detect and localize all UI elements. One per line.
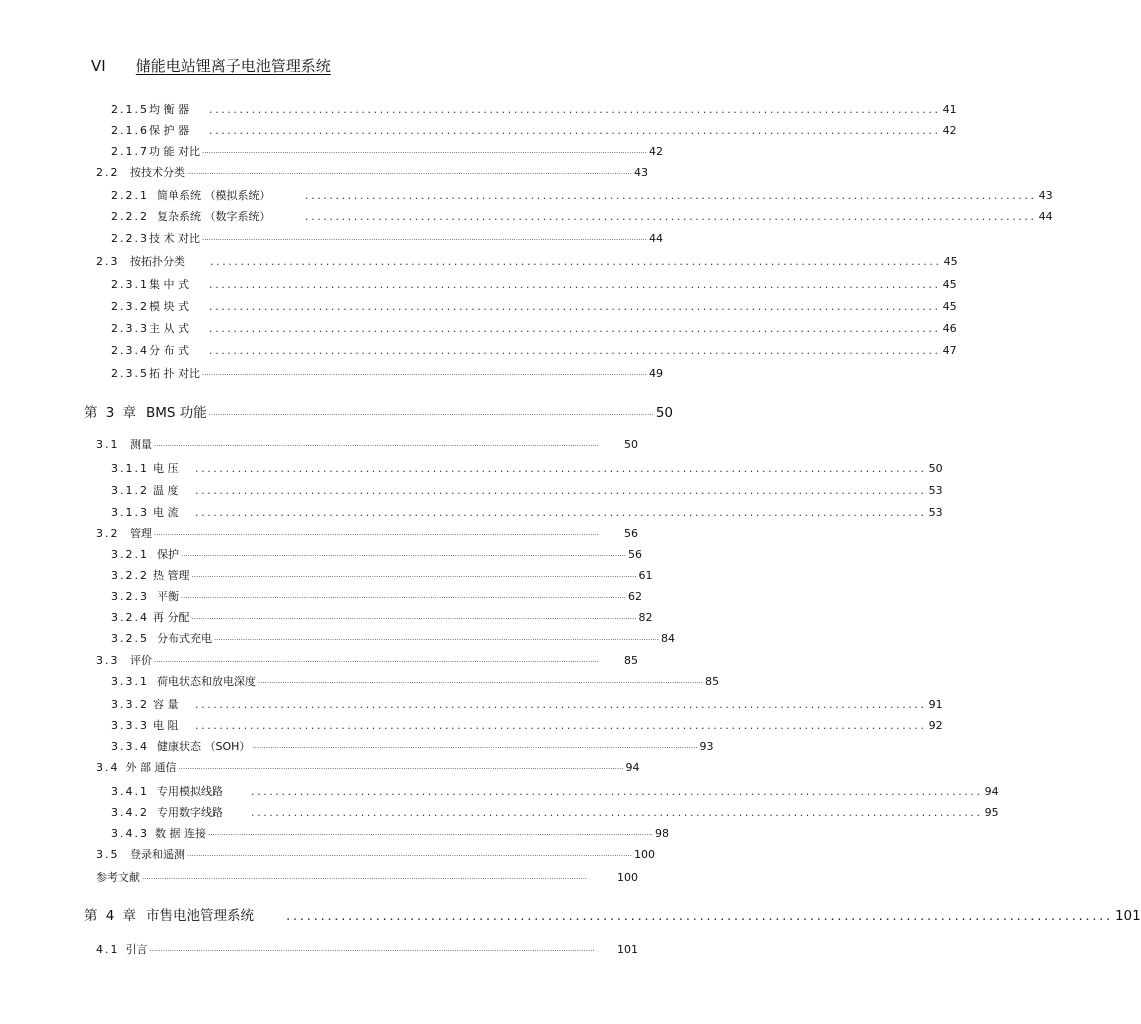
toc-entry-number: 3.3.4	[111, 740, 149, 753]
toc-page-number: 50	[928, 462, 943, 475]
toc-page-number: 91	[928, 698, 943, 711]
toc-page-number: 42	[942, 124, 957, 137]
toc-entry[interactable]	[111, 609, 653, 625]
toc-entry-title: 引言	[125, 943, 148, 956]
toc-entry[interactable]	[96, 652, 638, 668]
dot-leader: ········································································································································································································	[181, 552, 627, 560]
dot-leader: ········································································································································································································	[191, 573, 637, 581]
toc-entry[interactable]	[111, 588, 643, 604]
dot-leader: ........................................................................................................................	[251, 806, 983, 819]
toc-entry-title: 按拓扑分类	[130, 255, 185, 268]
toc-page-number: 44	[1038, 210, 1053, 223]
dot-leader: ........................................................................................................................	[209, 278, 941, 291]
dot-leader: ........................................................................................................................	[209, 124, 941, 137]
toc-chapter-row[interactable]	[84, 401, 673, 421]
toc-page-number: 85	[624, 654, 638, 667]
toc-entry-title: 按技术分类	[130, 166, 185, 179]
toc-page-number: 50	[624, 438, 638, 451]
dot-leader: ........................................................................................................................	[195, 719, 927, 732]
toc-entry-title: 保护	[157, 548, 179, 561]
toc-entry[interactable]	[111, 696, 943, 712]
toc-entry-number: 3.2.5	[111, 632, 149, 645]
toc-entry[interactable]	[96, 759, 638, 775]
toc-entry-number: 3.3	[96, 654, 120, 667]
toc-entry-title: 集 中 式	[149, 278, 189, 291]
toc-entry-title: 专用模拟线路	[157, 785, 223, 798]
dot-leader: ········································································································································································································	[202, 236, 648, 244]
toc-entry-number: 3.5	[96, 848, 120, 861]
dot-leader: ········································································································································································································	[187, 170, 633, 178]
toc-entry-title: 简单系统 （模拟系统）	[157, 189, 271, 202]
toc-page-number: 95	[984, 806, 999, 819]
toc-page-number: 41	[942, 103, 957, 116]
toc-page-number: 56	[628, 548, 643, 561]
toc-entry-title: 电 流	[153, 506, 179, 519]
toc-entry[interactable]	[96, 869, 638, 885]
toc-entry[interactable]	[111, 738, 714, 754]
toc-entry-title: 容 量	[153, 698, 179, 711]
dot-leader: ........................................................................................................................	[286, 908, 1113, 924]
toc-entry-title: 技 术 对比	[149, 232, 200, 245]
dot-leader: ········································································································································································································	[154, 531, 600, 539]
toc-entry-title: 专用数字线路	[157, 806, 223, 819]
toc-entry-number: 2.2.3	[111, 232, 149, 245]
toc-entry[interactable]	[111, 783, 999, 799]
toc-page-number: 45	[943, 255, 958, 268]
toc-entry-title: 测量	[130, 438, 152, 451]
dot-leader: ········································································································································································································	[187, 852, 633, 860]
toc-page-number: 47	[942, 344, 957, 357]
dot-leader: ........................................................................................................................	[195, 698, 927, 711]
toc-entry-number: 3.2.4	[111, 611, 149, 624]
toc-entry-number: 2.2	[96, 166, 120, 179]
dot-leader: ........................................................................................................................	[209, 103, 941, 116]
dot-leader: ········································································································································································································	[181, 594, 627, 602]
toc-entry-title: 数 据 连接	[155, 827, 206, 840]
toc-entry-title: 均 衡 器	[149, 103, 189, 116]
toc-entry-title: 健康状态 （SOH）	[157, 740, 251, 753]
dot-leader: ········································································································································································································	[149, 947, 595, 955]
toc-entry-title: 保 护 器	[149, 124, 189, 137]
toc-entry-title: 参考文献	[96, 871, 140, 884]
dot-leader: ........................................................................................................................	[209, 322, 941, 335]
toc-page-number: 98	[655, 827, 670, 840]
toc-entry-title: 温 度	[153, 484, 179, 497]
running-header-title: 储能电站锂离子电池管理系统	[135, 57, 331, 75]
toc-entry[interactable]	[111, 143, 664, 159]
toc-entry-number: 2.1.6	[111, 124, 149, 137]
toc-entry-number: 2.3	[96, 255, 120, 268]
toc-entry-number: 3.3.3	[111, 719, 149, 732]
dot-leader: ........................................................................................................................	[210, 255, 942, 268]
dot-leader: ········································································································································································································	[154, 442, 600, 450]
toc-page-number: 92	[928, 719, 943, 732]
toc-entry[interactable]	[111, 804, 999, 820]
toc-page-number: 44	[649, 232, 664, 245]
toc-entry[interactable]	[111, 230, 664, 246]
dot-leader: ········································································································································································································	[214, 636, 660, 644]
dot-leader: ········································································································································································································	[208, 411, 654, 419]
toc-page-number: 49	[649, 367, 664, 380]
toc-entry-number: 3.2.2	[111, 569, 149, 582]
toc-page-number: 50	[655, 405, 673, 421]
toc-entry-title: 电 阻	[153, 719, 179, 732]
toc-entry[interactable]	[111, 342, 957, 358]
toc-page-number: 42	[649, 145, 664, 158]
toc-entry-title: 热 管理	[153, 569, 190, 582]
toc-entry-number: 2.3.1	[111, 278, 149, 291]
toc-entry-number: 2.3.2	[111, 300, 149, 313]
toc-entry[interactable]	[111, 504, 943, 520]
toc-entry-title: 登录和遥测	[130, 848, 185, 861]
toc-page-number: 85	[705, 675, 720, 688]
dot-leader: ........................................................................................................................	[251, 785, 983, 798]
dot-leader: ........................................................................................................................	[195, 484, 927, 497]
toc-entry[interactable]	[111, 276, 957, 292]
toc-entry[interactable]	[111, 122, 957, 138]
toc-page-number: 94	[625, 761, 640, 774]
toc-page-number: 84	[661, 632, 676, 645]
toc-entry[interactable]	[96, 846, 656, 862]
toc-entry-title: 模 块 式	[149, 300, 189, 313]
toc-entry[interactable]	[111, 546, 643, 562]
toc-entry-title: 再 分配	[153, 611, 190, 624]
toc-page-number: 53	[928, 506, 943, 519]
dot-leader: ········································································································································································································	[208, 831, 654, 839]
dot-leader: ........................................................................................................................	[305, 189, 1037, 202]
toc-entry-number: 2.2.1	[111, 189, 149, 202]
dot-leader: ········································································································································································································	[142, 875, 588, 883]
toc-entry-number: 3.4.3	[111, 827, 149, 840]
toc-entry-number: 3.2	[96, 527, 120, 540]
toc-entry-number: 第 4 章	[84, 908, 139, 924]
toc-entry-number: 3.3.2	[111, 698, 149, 711]
toc-page-number: 56	[624, 527, 638, 540]
toc-entry[interactable]	[111, 320, 957, 336]
toc-entry-number: 2.3.5	[111, 367, 149, 380]
toc-entry-number: 第 3 章	[84, 405, 139, 421]
toc-entry-title: 荷电状态和放电深度	[157, 675, 256, 688]
toc-entry-title: 管理	[130, 527, 152, 540]
toc-entry-title: 市售电池管理系统	[146, 908, 254, 924]
toc-page-number: 43	[1038, 189, 1053, 202]
toc-entry-number: 3.2.3	[111, 590, 149, 603]
toc-page-number: 82	[638, 611, 653, 624]
toc-entry-title: 分 布 式	[149, 344, 189, 357]
toc-page-number: 94	[984, 785, 999, 798]
dot-leader: ········································································································································································································	[258, 679, 704, 687]
toc-entry[interactable]	[111, 673, 720, 689]
toc-entry[interactable]	[111, 208, 1053, 224]
dot-leader: ········································································································································································································	[191, 615, 637, 623]
toc-entry-title: 平衡	[157, 590, 179, 603]
toc-entry-title: 主 从 式	[149, 322, 189, 335]
dot-leader: ........................................................................................................................	[195, 462, 927, 475]
toc-entry-title: 外 部 通信	[125, 761, 177, 774]
toc-entry-number: 3.3.1	[111, 675, 149, 688]
toc-entry-number: 2.3.4	[111, 344, 149, 357]
toc-entry-number: 2.2.2	[111, 210, 149, 223]
toc-page-number: 100	[617, 871, 638, 884]
toc-entry-title: 电 压	[153, 462, 179, 475]
toc-entry[interactable]	[96, 253, 958, 269]
dot-leader: ........................................................................................................................	[305, 210, 1037, 223]
dot-leader: ········································································································································································································	[252, 744, 698, 752]
dot-leader: ........................................................................................................................	[209, 344, 941, 357]
dot-leader: ........................................................................................................................	[195, 506, 927, 519]
dot-leader: ········································································································································································································	[202, 149, 648, 157]
toc-entry-number: 3.1.2	[111, 484, 149, 497]
toc-page-number: 45	[942, 300, 957, 313]
toc-entry-number: 3.2.1	[111, 548, 149, 561]
toc-entry-title: 功 能 对比	[149, 145, 200, 158]
toc-page-number: 93	[699, 740, 714, 753]
toc-entry-number: 3.1.3	[111, 506, 149, 519]
toc-entry[interactable]	[111, 482, 943, 498]
toc-entry-title: 分布式充电	[157, 632, 212, 645]
toc-page-number: 101	[1114, 908, 1141, 924]
toc-page-number: 43	[634, 166, 649, 179]
toc-entry[interactable]	[96, 525, 638, 541]
toc-page-number: 46	[942, 322, 957, 335]
toc-entry-title: 复杂系统 （数字系统）	[157, 210, 271, 223]
toc-entry-number: 3.4.1	[111, 785, 149, 798]
toc-entry[interactable]	[111, 717, 943, 733]
toc-page-number: 62	[628, 590, 643, 603]
toc-entry[interactable]	[111, 460, 943, 476]
toc-entry-number: 4.1	[96, 943, 120, 956]
toc-entry-number: 3.4.2	[111, 806, 149, 819]
dot-leader: ········································································································································································································	[202, 371, 648, 379]
toc-entry-title: BMS 功能	[146, 405, 207, 421]
dot-leader: ········································································································································································································	[178, 765, 624, 773]
toc-entry-title: 评价	[130, 654, 152, 667]
toc-entry[interactable]	[111, 630, 676, 646]
dot-leader: ········································································································································································································	[154, 658, 600, 666]
toc-chapter-row[interactable]	[84, 904, 1141, 924]
toc-entry[interactable]	[111, 187, 1053, 203]
toc-entry-number: 2.3.3	[111, 322, 149, 335]
toc-entry[interactable]	[111, 825, 670, 841]
toc-entry-number: 3.4	[96, 761, 120, 774]
toc-entry[interactable]	[111, 101, 957, 117]
toc-entry[interactable]	[111, 365, 664, 381]
dot-leader: ........................................................................................................................	[209, 300, 941, 313]
toc-entry-number: 2.1.5	[111, 103, 149, 116]
toc-entry[interactable]	[96, 436, 638, 452]
toc-page-number: 53	[928, 484, 943, 497]
toc-entry-title: 拓 扑 对比	[149, 367, 200, 380]
page-number-roman: VI	[91, 57, 106, 75]
toc-entry[interactable]	[96, 941, 638, 957]
toc-entry[interactable]	[111, 298, 957, 314]
toc-page-number: 100	[634, 848, 656, 861]
toc-entry-number: 3.1	[96, 438, 120, 451]
toc-entry[interactable]	[96, 164, 649, 180]
toc-entry-number: 3.1.1	[111, 462, 149, 475]
toc-page-number: 45	[942, 278, 957, 291]
toc-page-number: 101	[617, 943, 638, 956]
toc-entry[interactable]	[111, 567, 653, 583]
toc-entry-number: 2.1.7	[111, 145, 149, 158]
toc-page-number: 61	[638, 569, 653, 582]
